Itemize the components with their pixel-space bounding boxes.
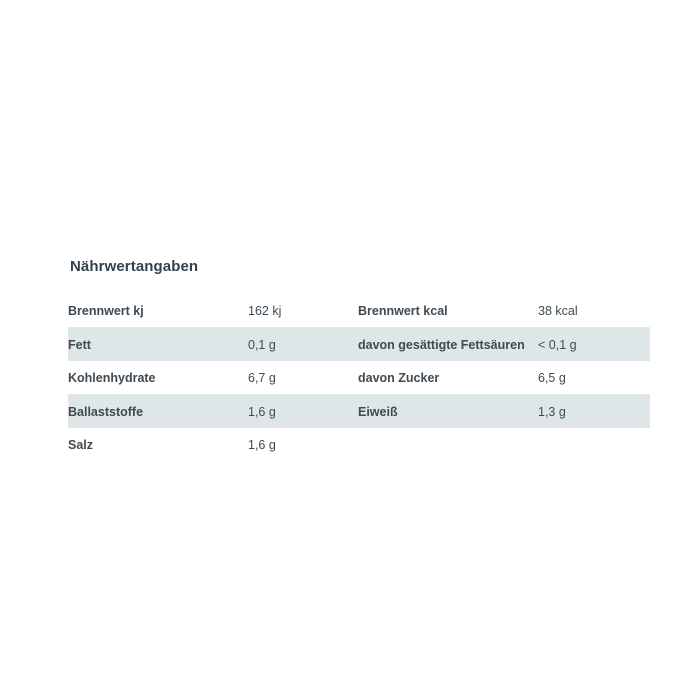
row-label-right: Eiweiß xyxy=(358,404,398,419)
nutrition-block xyxy=(68,258,650,461)
row-label-right: davon gesättigte Fettsäuren xyxy=(358,337,525,352)
row-value-left: 1,6 g xyxy=(248,404,276,419)
row-label-right: davon Zucker xyxy=(358,361,538,395)
table-row xyxy=(68,361,650,395)
row-value-right: 6,5 g xyxy=(538,361,650,395)
row-label-left: Salz xyxy=(68,437,94,452)
row-label-left: Brennwert kj xyxy=(68,294,248,328)
row-value-left: 6,7 g xyxy=(248,361,358,395)
table-row xyxy=(68,294,650,328)
row-label-left: Fett xyxy=(68,337,91,352)
row-label-left: Kohlenhydrate xyxy=(68,361,248,395)
row-value-right: < 0,1 g xyxy=(538,337,577,352)
row-value-left: 0,1 g xyxy=(248,337,276,352)
row-label-right: Brennwert kcal xyxy=(358,294,538,328)
table-row xyxy=(68,395,650,429)
nutrition-table xyxy=(68,294,650,461)
row-label-right xyxy=(358,428,538,461)
section-title: Nährwertangaben xyxy=(70,258,199,275)
table-row xyxy=(68,428,650,461)
row-value-right xyxy=(538,428,650,461)
row-value-right: 1,3 g xyxy=(538,404,566,419)
row-value-left: 1,6 g xyxy=(248,437,276,452)
row-value-right: 38 kcal xyxy=(538,294,650,328)
table-row xyxy=(68,328,650,362)
row-label-left: Ballaststoffe xyxy=(68,404,144,419)
row-value-left: 162 kj xyxy=(248,294,358,328)
